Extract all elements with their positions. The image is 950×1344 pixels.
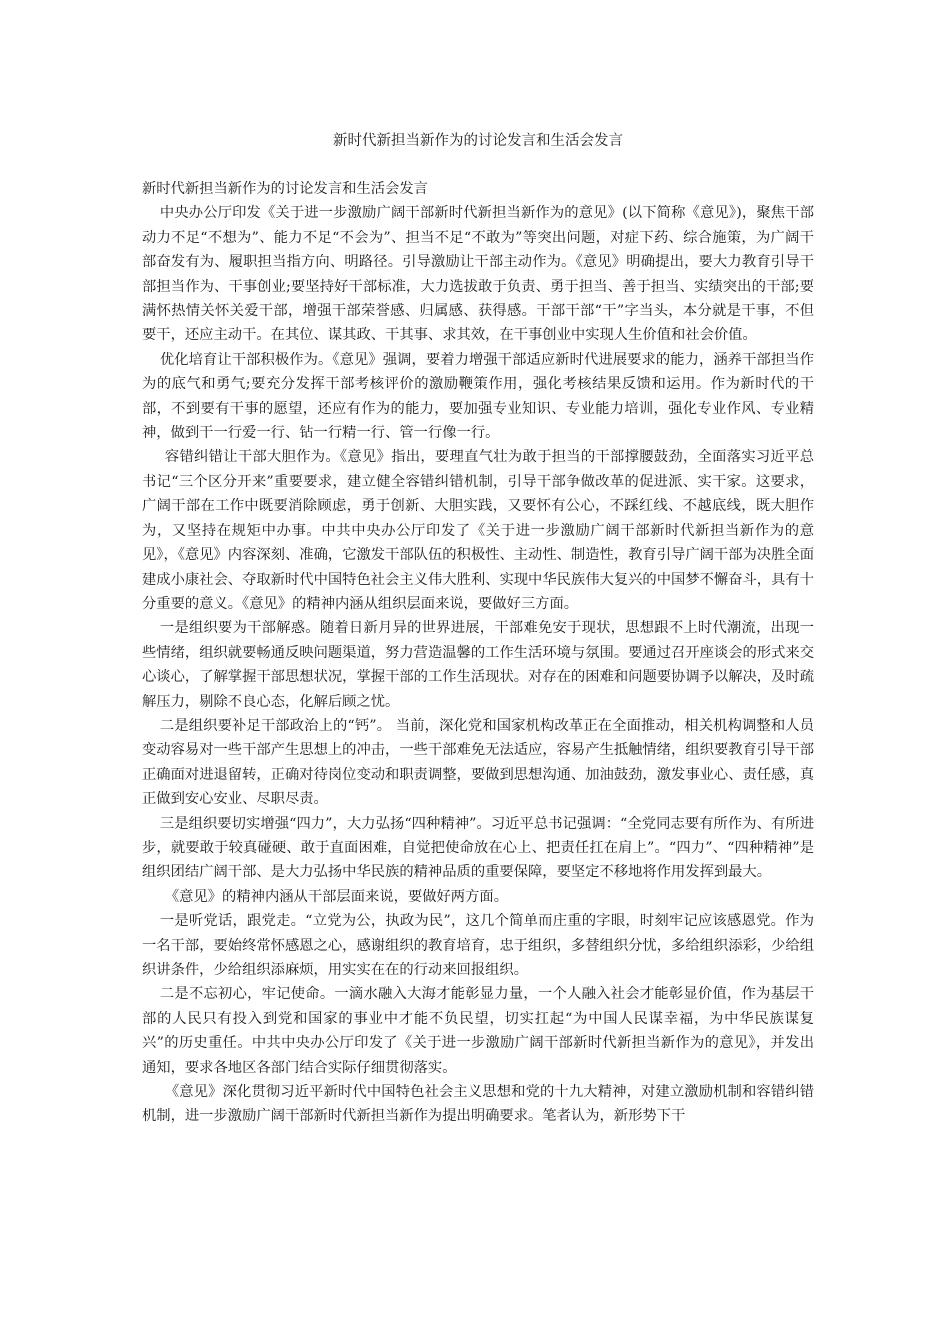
paragraph-2: 优化培育让干部积极作为。《意见》强调，要着力增强干部适应新时代进展要求的能力，涵养干部担当作为的底气和勇气;要充分发挥干部考核评价的激励鞭策作用，强化考核结果反馈和运用。作为新时代的干部，不到要有干事的愿望，还应有作为的能力，要加强专业知识、专业能力培训，强化专业作风、专业精神，做到干一行爱一行、钻一行精一行、管一行像一行。 — [142, 351, 814, 442]
document-body — [142, 177, 814, 1129]
paragraph-1: 中央办公厅印发《关于进一步激励广阔干部新时代新担当新作为的意见》(以下简称《意见》)，聚焦干部动力不足“不想为”、能力不足“不会为”、担当不足“不敢为”等突出问题，对症下药、综合施策，为广阔干部奋发有为、履职担当指方向、明路径。引导激励让干部主动作为。《意见》明确提出，要大力教育引导干部担当作为、干事创业;要坚持好干部标准，大力选拔敢于负责、勇于担当、善于担当、实绩突出的干部;要满怀热情关怀关爱干部，增强干部荣誉感、归属感、获得感。干部干部“干”字当头，本分就是干事，不但要干，还应主动干。在其位、谋其政、干其事、求其效，在干事创业中实现人生价值和社会价值。 — [142, 205, 814, 344]
document-title: 新时代新担当新作为的讨论发言和生活会发言 — [333, 133, 623, 149]
paragraph-4: 一是组织要为干部解惑。随着日新月异的世界进展，干部难免安于现状，思想跟不上时代潮流，出现一些情绪，组织就要畅通反映问题渠道，努力营造温馨的工作生活环境与氛围。要通过召开座谈会的形式来交心谈心，了解掌握干部思想状况，掌握干部的工作生活现状。对存在的困难和问题要协调予以解决，及时疏解压力，剔除不良心态，化解后顾之忧。 — [142, 620, 814, 710]
paragraph-3: 容错纠错让干部大胆作为。《意见》指出，要理直气壮为敢于担当的干部撑腰鼓劲，全面落实习近平总书记“三个区分开来”重要要求，建立健全容错纠错机制，引导干部争做改革的促进派、实干家。这要求，广阔干部在工作中既要消除顾虑，勇于创新、大胆实践，又要怀有公心，不踩红线、不越底线，既大胆作为，又坚持在规矩中办事。中共中央办公厅印发了《关于进一步激励广阔干部新时代新担当新作为的意见》，《意见》内容深刻、准确，它激发干部队伍的积极性、主动性、制造性，教育引导广阔干部为决胜全面建成小康社会、夺取新时代中国特色社会主义伟大胜利、实现中华民族伟大复兴的中国梦不懈奋斗，具有十分重要的意义。《意见》的精神内涵从组织层面来说，要做好三方面。 — [142, 449, 814, 612]
paragraph-10: 《意见》深化贯彻习近平新时代中国特色社会主义思想和党的十九大精神，对建立激励机制和容错纠错机制，进一步激励广阔干部新时代新担当新作为提出明确要求。笔者认为，新形势下干 — [142, 1084, 814, 1125]
paragraph-8: 一是听党话，跟党走。“立党为公，执政为民”，这几个简单而庄重的字眼，时刻牢记应该感恩党。作为一名干部，要始终常怀感恩之心，感谢组织的教育培育，忠于组织，多替组织分忧，多给组织添彩，少给组织讲条件，少给组织添麻烦，用实实在在的行动来回报组织。 — [142, 913, 814, 978]
paragraph-6: 三是组织要切实增强“四力”，大力弘扬“四种精神”。习近平总书记强调：“全党同志要有所作为、有所进步，就要敢于较真碰硬、敢于直面困难，自觉把使命放在心上、把责任扛在肩上”。“四力”、“四种精神”是组织团结广阔干部、是大力弘扬中华民族的精神品质的重要保障，要坚定不移地将作用发挥到最大。 — [142, 815, 814, 881]
paragraph-5: 二是组织要补足干部政治上的“钙”。 当前，深化党和国家机构改革正在全面推动，相关机构调整和人员变动容易对一些干部产生思想上的冲击，一些干部难免无法适应，容易产生抵触情绪，组织要教育引导干部正确面对进退留转，正确对待岗位变动和职责调整，要做到思想沟通、加油鼓劲，激发事业心、责任感，真正做到安心安业、尽职尽责。 — [142, 717, 814, 808]
body-heading: 新时代新担当新作为的讨论发言和生活会发言 — [142, 181, 428, 197]
paragraph-9: 二是不忘初心，牢记使命。一滴水融入大海才能彰显力量，一个人融入社会才能彰显价值，作为基层干部的人民只有投入到党和国家的事业中才能不负民望，切实扛起“为中国人民谋幸福，为中华民族谋复兴”的历史重任。中共中央办公厅印发了《关于进一步激励广阔干部新时代新担当新作为的意见》，并发出通知，要求各地区各部门结合实际仔细贯彻落实。 — [142, 986, 814, 1076]
paragraph-7: 《意见》的精神内涵从干部层面来说，要做好两方面。 — [164, 888, 508, 905]
